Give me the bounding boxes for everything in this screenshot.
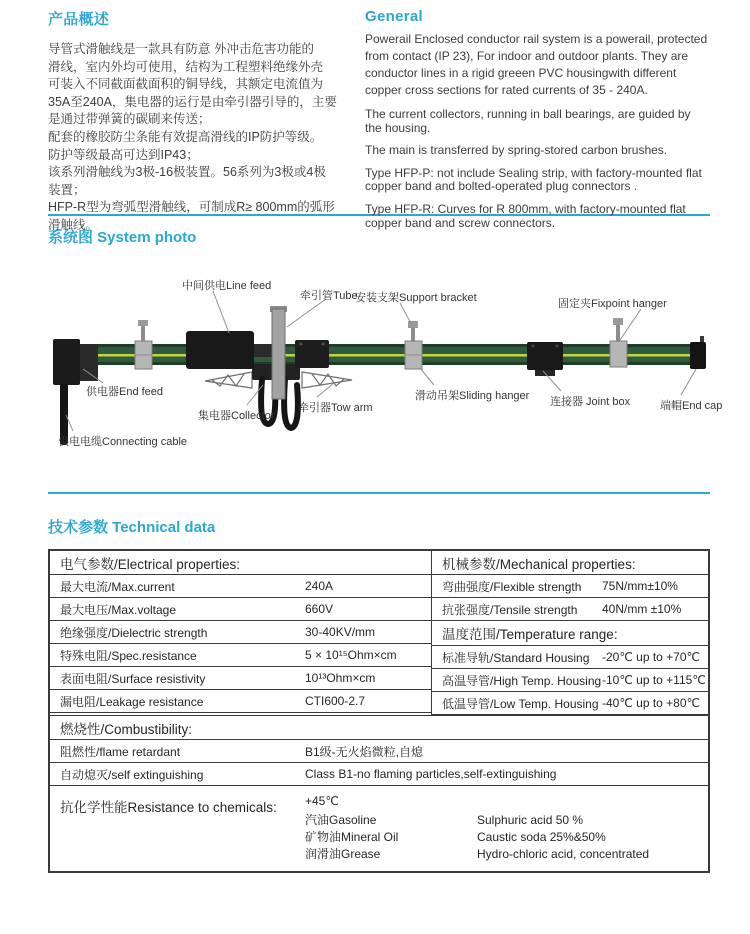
electrical-properties-table (50, 551, 432, 715)
section-divider (48, 492, 710, 494)
section-header: 燃烧性/Combustibility: (60, 721, 193, 737)
product-overview-column (48, 8, 355, 232)
property-value: 10¹³Ohm×cm (305, 671, 376, 685)
overview-line: 配套的橡胶防尘条能有效提高滑线的IP防护等级。 (48, 129, 323, 144)
property-value: CTI600-2.7 (305, 694, 366, 708)
rail-diagram-drawing (0, 247, 750, 492)
end-cap-shape (690, 336, 706, 369)
property-label: 漏电阻/Leakage resistance (60, 694, 204, 709)
property-label: 最大电流/Max.current (60, 579, 175, 594)
table-row (50, 598, 431, 621)
overview-body (48, 41, 355, 235)
collector-housing (295, 340, 329, 368)
table-row (432, 598, 708, 621)
system-photo-title: 系统图 System photo (48, 229, 197, 246)
chemical-name: Hydro-chloric acid, concentrated (477, 847, 650, 861)
label-connecting-cable: 供电电缆Connecting cable (58, 436, 188, 448)
chemical-row (305, 846, 708, 863)
system-diagram (0, 247, 750, 492)
table-row (50, 575, 431, 598)
property-value: 660V (305, 602, 334, 616)
label-end-feed: 供电器End feed (86, 386, 164, 398)
table-row (432, 692, 708, 715)
table-top-halves (50, 551, 708, 716)
table-row (50, 621, 431, 644)
table-row (50, 690, 431, 713)
label-fixpoint-hanger: 固定夹Fixpoint hanger (558, 298, 667, 310)
property-label: 绝缘强度/Dielectric strength (60, 625, 208, 640)
label-joint-box: 连接器 Joint box (550, 396, 631, 408)
top-section (0, 0, 750, 232)
chemical-row (305, 812, 708, 829)
technical-data-title: 技术参数 Technical data (48, 519, 216, 536)
property-label: 低温导管/Low Temp. Housing (442, 696, 599, 711)
general-paragraph: Powerail Enclosed conductor rail system is a powerail, protected from contact (IP 23), For indoor and outdoor plants. They are conductor lines in a rigid greeen PVC housingwith different copper cross sections for rated currents of 35 - 240A. (365, 32, 708, 97)
property-value: 240A (305, 579, 334, 593)
property-label: 自动熄灭/self extinguishing (60, 767, 204, 782)
chemical-resistance-section (50, 786, 708, 871)
section-header: 机械参数/Mechanical properties: (442, 556, 636, 572)
table-row (432, 551, 708, 575)
chemical-name: 润滑油Grease (305, 847, 381, 861)
property-label: 表面电阻/Surface resistivity (60, 671, 206, 686)
general-paragraph: Type HFP-P: not include Sealing strip, with factory-mounted flat copper band and bolted-operated plug connectors . (365, 165, 702, 194)
conductor-rail (55, 344, 706, 365)
overview-line: 滑触线。 (48, 217, 99, 232)
label-tube: 牵引管Tube (300, 290, 358, 302)
general-title: General (365, 8, 423, 25)
table-row (50, 716, 708, 740)
property-value: Class B1-no flaming particles,self-extinguishing (305, 767, 557, 781)
table-row (432, 575, 708, 598)
chemical-row (305, 829, 708, 846)
general-paragraph: The main is transferred by spring-stored carbon brushes. (365, 143, 668, 158)
table-row (50, 551, 431, 575)
fixpoint-hanger-shape (610, 318, 627, 367)
overview-line: 滑线，室内外均可使用，结构为工程塑料绝缘外壳 (48, 59, 324, 74)
overview-title: 产品概述 (48, 11, 110, 28)
table-row (50, 667, 431, 690)
property-label: 最大电压/Max.voltage (60, 602, 177, 617)
overview-line: 35A至240A，集电器的运行是由牵引器引导的，主要 (48, 94, 337, 109)
property-value: -10℃ up to +115℃ (602, 673, 706, 687)
label-collector: 集电器Collector (198, 410, 275, 422)
joint-box-shape (527, 342, 563, 376)
section-header: 电气参数/Electrical properties: (60, 556, 241, 572)
label-line-feed: 中间供电Line feed (182, 280, 272, 292)
label-end-cap: 端帽End cap (660, 400, 723, 412)
chemical-resistance-content (305, 794, 708, 863)
chemical-resistance-label: 抗化学性能Resistance to chemicals: (60, 800, 277, 815)
table-row (50, 740, 708, 763)
chemical-name: Caustic soda 25%&50% (477, 830, 606, 844)
table-row (50, 763, 708, 786)
property-label: 弯曲强度/Flexible strength (442, 579, 582, 594)
overview-line: 防护等级最高可达到IP43； (48, 147, 199, 162)
property-value: 40N/mm ±10% (602, 602, 682, 616)
table-row (432, 669, 708, 692)
overview-line: 可装入不同截面截面积的铜导线，其额定电流值为 (48, 77, 324, 92)
sliding-hanger-shape (405, 321, 422, 369)
table-row (50, 644, 431, 667)
property-label: 阻燃性/flame retardant (60, 744, 181, 759)
property-label: 高温导管/High Temp. Housing (442, 673, 602, 688)
table-row (432, 646, 708, 669)
property-value: -20℃ up to +70℃ (602, 650, 701, 664)
label-tow-arm: 牵引器Tow arm (298, 402, 373, 414)
overview-line: 该系列滑触线为3极-16极装置。56系列为3极或4极 (48, 165, 326, 180)
property-value: 75N/mm±10% (602, 579, 678, 593)
chemical-name: Sulphuric acid 50 % (477, 813, 584, 827)
chemical-name: 汽油Gasoline (305, 813, 377, 827)
general-column (355, 8, 710, 230)
overview-line: 装置； (48, 182, 86, 197)
label-sliding-hanger: 滑动吊架Sliding hanger (415, 390, 530, 402)
property-value: 30-40KV/mm (305, 625, 376, 639)
hanger-left (135, 320, 152, 369)
property-value: 5 × 10¹⁵Ohm×cm (305, 648, 397, 662)
property-value: B1级-无火焰微粒,自熄 (305, 744, 424, 759)
overview-line: 导管式滑触线是一款具有防意 外冲击危害功能的 (48, 42, 314, 56)
property-label: 抗张强度/Tensile strength (442, 602, 578, 617)
property-label: 标准导轨/Standard Housing (442, 650, 590, 665)
technical-data-table (48, 549, 710, 873)
property-value: -40℃ up to +80℃ (602, 696, 701, 710)
property-label: 特殊电阻/Spec.resistance (60, 648, 197, 663)
overview-line: HFP-R型为弯弧型滑触线，可制成R≥ 800mm的弧形 (48, 200, 335, 215)
mechanical-properties-table (432, 551, 708, 715)
general-body (365, 31, 710, 230)
tube-shape (270, 306, 287, 399)
chemical-temp: +45℃ (305, 794, 339, 808)
general-paragraph: Type HFP-R: Curves for R 800mm, with factory-mounted flat copper band and screw connectors. (365, 201, 686, 230)
general-paragraph: The current collectors, running in ball bearings, are guided by the housing. (365, 107, 691, 135)
label-support-bracket: 安装支架Support bracket (355, 292, 477, 304)
table-row (432, 621, 708, 646)
overview-line: 是通过带弹簧的碳刷来传送； (48, 112, 211, 127)
section-header: 温度范围/Temperature range: (442, 627, 618, 642)
chemical-name: 矿物油Mineral Oil (305, 830, 399, 844)
